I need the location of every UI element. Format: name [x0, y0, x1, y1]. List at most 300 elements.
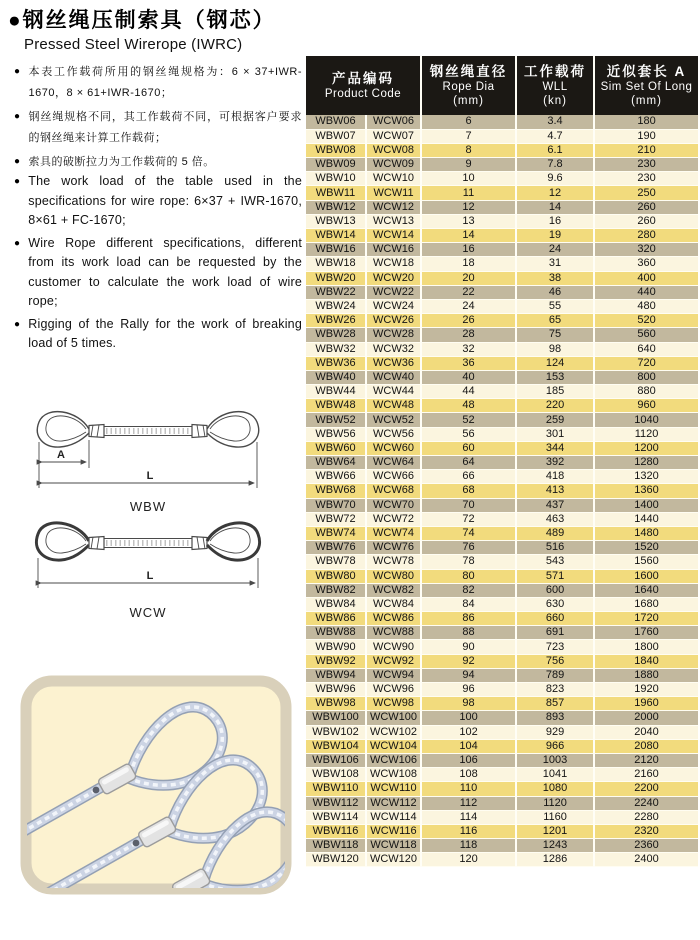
wll-cell: 19: [516, 229, 594, 243]
wll-cell: 893: [516, 711, 594, 725]
wll-cell: 823: [516, 683, 594, 697]
rope-dia-cell: 48: [421, 399, 516, 413]
rope-dia-cell: 116: [421, 824, 516, 838]
table-row: [306, 427, 698, 441]
notes-english: [14, 172, 302, 357]
product-code-wcw-cell: WCW90: [366, 640, 421, 654]
wll-cell: 1080: [516, 782, 594, 796]
bullet-icon: ●: [14, 176, 21, 187]
table-row: [306, 356, 698, 370]
rope-dia-cell: 6: [421, 115, 516, 129]
set-length-cell: 640: [594, 342, 698, 356]
table-row: [306, 753, 698, 767]
wll-cell: 153: [516, 370, 594, 384]
wll-cell: 660: [516, 612, 594, 626]
rope-dia-cell: 118: [421, 839, 516, 853]
bullet-icon: ●: [14, 66, 21, 77]
wll-cell: 31: [516, 257, 594, 271]
note-text: Wire Rope different specifications, different from its work load can be requested by the customer to calculate the work load of wire rope;: [28, 235, 302, 308]
dim-a-label: A: [57, 449, 65, 461]
product-code-wbw-cell: WBW11: [306, 186, 366, 200]
wll-cell: 301: [516, 427, 594, 441]
table-row: [306, 441, 698, 455]
product-code-wcw-cell: WCW110: [366, 782, 421, 796]
rope-dia-cell: 96: [421, 683, 516, 697]
set-length-cell: 1920: [594, 683, 698, 697]
rope-dia-cell: 60: [421, 441, 516, 455]
wll-cell: 1286: [516, 853, 594, 867]
set-length-cell: 880: [594, 385, 698, 399]
product-code-wcw-cell: WCW76: [366, 541, 421, 555]
rope-dia-cell: 26: [421, 314, 516, 328]
spec-table-header: [306, 56, 698, 115]
product-code-wcw-cell: WCW10: [366, 172, 421, 186]
product-code-wbw-cell: WBW106: [306, 753, 366, 767]
wll-cell: 24: [516, 243, 594, 257]
wll-cell: 723: [516, 640, 594, 654]
product-code-wcw-cell: WCW22: [366, 285, 421, 299]
set-length-cell: 2160: [594, 768, 698, 782]
product-code-wcw-cell: WCW09: [366, 158, 421, 172]
spec-table: [306, 56, 698, 867]
product-code-wbw-cell: WBW118: [306, 839, 366, 853]
set-length-cell: 2000: [594, 711, 698, 725]
wll-cell: 344: [516, 441, 594, 455]
wll-cell: 1201: [516, 824, 594, 838]
header-wll-unit: (kn): [543, 94, 567, 107]
table-row: [306, 257, 698, 271]
set-length-cell: 1560: [594, 555, 698, 569]
note-text: 钢丝绳规格不同，其工作载荷不同，可根据客户要求的钢丝绳来计算工作载荷；: [28, 111, 302, 144]
table-row: [306, 299, 698, 313]
table-row: [306, 456, 698, 470]
product-code-wcw-cell: WCW52: [366, 413, 421, 427]
header-set-length-unit: (mm): [631, 94, 662, 107]
set-length-cell: 2400: [594, 853, 698, 867]
product-code-wcw-cell: WCW26: [366, 314, 421, 328]
table-row: [306, 725, 698, 739]
set-length-cell: 1040: [594, 413, 698, 427]
header-wll: [516, 56, 594, 115]
table-row: [306, 555, 698, 569]
wll-cell: 463: [516, 512, 594, 526]
product-code-wcw-cell: WCW18: [366, 257, 421, 271]
table-row: [306, 200, 698, 214]
table-row: [306, 739, 698, 753]
rope-dia-cell: 40: [421, 370, 516, 384]
table-row: [306, 711, 698, 725]
spec-table-body: [306, 115, 698, 867]
product-code-wbw-cell: WBW112: [306, 796, 366, 810]
wll-cell: 3.4: [516, 115, 594, 129]
wll-cell: 489: [516, 526, 594, 540]
rope-dia-cell: 9: [421, 158, 516, 172]
header-set-length: [594, 56, 698, 115]
table-row: [306, 172, 698, 186]
product-code-wbw-cell: WBW82: [306, 583, 366, 597]
rope-dia-cell: 72: [421, 512, 516, 526]
wll-cell: 46: [516, 285, 594, 299]
set-length-cell: 1640: [594, 583, 698, 597]
rope-dia-cell: 88: [421, 626, 516, 640]
set-length-cell: 720: [594, 356, 698, 370]
product-code-wcw-cell: WCW96: [366, 683, 421, 697]
product-code-wcw-cell: WCW12: [366, 200, 421, 214]
table-row: [306, 186, 698, 200]
wll-cell: 65: [516, 314, 594, 328]
rope-dia-cell: 32: [421, 342, 516, 356]
wll-cell: 756: [516, 654, 594, 668]
product-code-wbw-cell: WBW94: [306, 668, 366, 682]
table-row: [306, 129, 698, 143]
product-code-wcw-cell: WCW114: [366, 810, 421, 824]
wll-cell: 789: [516, 668, 594, 682]
product-code-wcw-cell: WCW40: [366, 370, 421, 384]
set-length-cell: 2040: [594, 725, 698, 739]
set-length-cell: 1760: [594, 626, 698, 640]
wll-cell: 1243: [516, 839, 594, 853]
set-length-cell: 1320: [594, 470, 698, 484]
product-code-wbw-cell: WBW48: [306, 399, 366, 413]
rope-dia-cell: 56: [421, 427, 516, 441]
product-code-wcw-cell: WCW60: [366, 441, 421, 455]
wll-cell: 1120: [516, 796, 594, 810]
set-length-cell: 2280: [594, 810, 698, 824]
set-length-cell: 360: [594, 257, 698, 271]
table-row: [306, 824, 698, 838]
product-code-wcw-cell: WCW102: [366, 725, 421, 739]
table-row: [306, 626, 698, 640]
set-length-cell: 2320: [594, 824, 698, 838]
table-row: [306, 314, 698, 328]
set-length-cell: 1360: [594, 484, 698, 498]
wll-cell: 929: [516, 725, 594, 739]
table-row: [306, 413, 698, 427]
note-text: The work load of the table used in the specifications for wire rope: 6×37 + IWR-1670, 8×61 + FC-1670;: [28, 174, 302, 227]
table-row: [306, 654, 698, 668]
table-row: [306, 839, 698, 853]
product-code-wbw-cell: WBW44: [306, 385, 366, 399]
wll-cell: 857: [516, 697, 594, 711]
rope-dia-cell: 7: [421, 129, 516, 143]
set-length-cell: 560: [594, 328, 698, 342]
rope-dia-cell: 108: [421, 768, 516, 782]
header-product-code: [306, 56, 421, 115]
product-code-wcw-cell: WCW108: [366, 768, 421, 782]
product-code-wbw-cell: WBW116: [306, 824, 366, 838]
product-code-wcw-cell: WCW70: [366, 498, 421, 512]
product-code-wcw-cell: WCW24: [366, 299, 421, 313]
wll-cell: 16: [516, 214, 594, 228]
product-code-wbw-cell: WBW06: [306, 115, 366, 129]
rope-dia-cell: 76: [421, 541, 516, 555]
product-code-wbw-cell: WBW60: [306, 441, 366, 455]
wcw-sling-drawing: [28, 512, 268, 594]
table-row: [306, 271, 698, 285]
notes-chinese: [14, 62, 302, 176]
product-code-wcw-cell: WCW14: [366, 229, 421, 243]
product-code-wbw-cell: WBW64: [306, 456, 366, 470]
rope-dia-cell: 106: [421, 753, 516, 767]
product-code-wbw-cell: WBW104: [306, 739, 366, 753]
table-row: [306, 853, 698, 867]
product-code-wbw-cell: WBW84: [306, 597, 366, 611]
product-code-wcw-cell: WCW120: [366, 853, 421, 867]
set-length-cell: 180: [594, 115, 698, 129]
table-row: [306, 342, 698, 356]
product-code-wcw-cell: WCW80: [366, 569, 421, 583]
set-length-cell: 260: [594, 200, 698, 214]
note-text: 本表工作载荷所用的钢丝绳规格为：6 × 37+IWR-1670，8 × 61+IWR-1670；: [28, 66, 302, 99]
table-row: [306, 370, 698, 384]
product-code-wcw-cell: WCW100: [366, 711, 421, 725]
rope-dia-cell: 14: [421, 229, 516, 243]
title-block: [8, 4, 308, 53]
product-code-wbw-cell: WBW36: [306, 356, 366, 370]
wll-cell: 516: [516, 541, 594, 555]
product-code-wcw-cell: WCW44: [366, 385, 421, 399]
set-length-cell: 1800: [594, 640, 698, 654]
set-length-cell: 2200: [594, 782, 698, 796]
set-length-cell: 400: [594, 271, 698, 285]
product-code-wcw-cell: WCW78: [366, 555, 421, 569]
table-row: [306, 768, 698, 782]
product-code-wcw-cell: WCW06: [366, 115, 421, 129]
wll-cell: 4.7: [516, 129, 594, 143]
wcw-diagram: [28, 512, 268, 620]
set-length-cell: 1720: [594, 612, 698, 626]
wll-cell: 7.8: [516, 158, 594, 172]
header-wll-en: WLL: [542, 80, 568, 93]
table-row: [306, 683, 698, 697]
product-code-wcw-cell: WCW16: [366, 243, 421, 257]
wll-cell: 259: [516, 413, 594, 427]
product-code-wbw-cell: WBW92: [306, 654, 366, 668]
set-length-cell: 1840: [594, 654, 698, 668]
rope-dia-cell: 18: [421, 257, 516, 271]
product-code-wbw-cell: WBW13: [306, 214, 366, 228]
set-length-cell: 280: [594, 229, 698, 243]
table-row: [306, 158, 698, 172]
product-code-wcw-cell: WCW11: [366, 186, 421, 200]
product-code-wbw-cell: WBW110: [306, 782, 366, 796]
rope-dia-cell: 86: [421, 612, 516, 626]
table-row: [306, 498, 698, 512]
header-rope-dia-zh: 钢丝绳直径: [429, 63, 508, 79]
rope-dia-cell: 68: [421, 484, 516, 498]
rope-dia-cell: 44: [421, 385, 516, 399]
note-item: [14, 172, 302, 231]
header-set-length-en: Sim Set Of Long: [600, 80, 693, 93]
product-photo: [20, 675, 292, 895]
product-code-wcw-cell: WCW106: [366, 753, 421, 767]
set-length-cell: 190: [594, 129, 698, 143]
product-code-wbw-cell: WBW72: [306, 512, 366, 526]
product-code-wbw-cell: WBW16: [306, 243, 366, 257]
table-row: [306, 697, 698, 711]
product-code-wcw-cell: WCW20: [366, 271, 421, 285]
product-code-wbw-cell: WBW98: [306, 697, 366, 711]
product-code-wcw-cell: WCW112: [366, 796, 421, 810]
wll-cell: 392: [516, 456, 594, 470]
product-code-wcw-cell: WCW07: [366, 129, 421, 143]
product-code-wcw-cell: WCW82: [366, 583, 421, 597]
product-code-wbw-cell: WBW102: [306, 725, 366, 739]
product-code-wbw-cell: WBW70: [306, 498, 366, 512]
rope-dia-cell: 90: [421, 640, 516, 654]
header-set-length-zh: 近似套长 A: [606, 63, 687, 79]
header-product-code-en: Product Code: [324, 87, 402, 100]
wll-cell: 38: [516, 271, 594, 285]
product-code-wbw-cell: WBW76: [306, 541, 366, 555]
wll-cell: 55: [516, 299, 594, 313]
set-length-cell: 1680: [594, 597, 698, 611]
table-row: [306, 612, 698, 626]
table-row: [306, 385, 698, 399]
header-rope-dia-unit: (mm): [453, 94, 484, 107]
product-code-wcw-cell: WCW48: [366, 399, 421, 413]
set-length-cell: 1600: [594, 569, 698, 583]
rope-dia-cell: 24: [421, 299, 516, 313]
dim-l-label: L: [146, 470, 154, 482]
set-length-cell: 1200: [594, 441, 698, 455]
product-code-wbw-cell: WBW52: [306, 413, 366, 427]
note-text: 索具的破断拉力为工作载荷的 5 倍。: [28, 156, 215, 168]
product-code-wcw-cell: WCW88: [366, 626, 421, 640]
table-row: [306, 115, 698, 129]
note-item: [14, 234, 302, 312]
set-length-cell: 230: [594, 158, 698, 172]
bullet-icon: ●: [14, 111, 21, 122]
rope-dia-cell: 110: [421, 782, 516, 796]
set-length-cell: 1480: [594, 526, 698, 540]
product-code-wbw-cell: WBW74: [306, 526, 366, 540]
bullet-icon: ●: [14, 318, 21, 330]
wll-cell: 185: [516, 385, 594, 399]
table-row: [306, 214, 698, 228]
set-length-cell: 2240: [594, 796, 698, 810]
note-item: [14, 62, 302, 104]
wll-cell: 1003: [516, 753, 594, 767]
note-item: [14, 315, 302, 354]
rope-dia-cell: 64: [421, 456, 516, 470]
rope-dia-cell: 114: [421, 810, 516, 824]
header-wll-zh: 工作载荷: [524, 63, 587, 79]
product-code-wbw-cell: WBW114: [306, 810, 366, 824]
rope-dia-cell: 100: [421, 711, 516, 725]
table-row: [306, 796, 698, 810]
table-row: [306, 143, 698, 157]
set-length-cell: 520: [594, 314, 698, 328]
wll-cell: 9.6: [516, 172, 594, 186]
wll-cell: 966: [516, 739, 594, 753]
table-row: [306, 569, 698, 583]
product-code-wbw-cell: WBW40: [306, 370, 366, 384]
page-subtitle: Pressed Steel Wirerope (IWRC): [24, 36, 243, 53]
wbw-label: WBW: [129, 499, 167, 514]
table-row: [306, 243, 698, 257]
dim-l-label: L: [146, 570, 154, 582]
product-code-wcw-cell: WCW72: [366, 512, 421, 526]
product-code-wcw-cell: WCW118: [366, 839, 421, 853]
table-row: [306, 484, 698, 498]
rope-dia-cell: 80: [421, 569, 516, 583]
product-code-wbw-cell: WBW09: [306, 158, 366, 172]
page-title: ●钢丝绳压制索具（钢芯）: [8, 9, 276, 32]
wll-cell: 6.1: [516, 143, 594, 157]
rope-dia-cell: 84: [421, 597, 516, 611]
wll-cell: 1160: [516, 810, 594, 824]
product-code-wbw-cell: WBW100: [306, 711, 366, 725]
set-length-cell: 1520: [594, 541, 698, 555]
wll-cell: 12: [516, 186, 594, 200]
rope-dia-cell: 92: [421, 654, 516, 668]
wll-cell: 124: [516, 356, 594, 370]
product-code-wbw-cell: WBW88: [306, 626, 366, 640]
product-code-wcw-cell: WCW56: [366, 427, 421, 441]
bullet-icon: ●: [14, 156, 21, 167]
product-code-wbw-cell: WBW68: [306, 484, 366, 498]
product-code-wbw-cell: WBW108: [306, 768, 366, 782]
set-length-cell: 1960: [594, 697, 698, 711]
set-length-cell: 210: [594, 143, 698, 157]
product-code-wcw-cell: WCW94: [366, 668, 421, 682]
wll-cell: 220: [516, 399, 594, 413]
rope-dia-cell: 16: [421, 243, 516, 257]
product-code-wcw-cell: WCW116: [366, 824, 421, 838]
set-length-cell: 440: [594, 285, 698, 299]
wll-cell: 1041: [516, 768, 594, 782]
header-rope-dia: [421, 56, 516, 115]
rope-dia-cell: 104: [421, 739, 516, 753]
wll-cell: 630: [516, 597, 594, 611]
rope-dia-cell: 66: [421, 470, 516, 484]
product-code-wbw-cell: WBW28: [306, 328, 366, 342]
rope-dia-cell: 94: [421, 668, 516, 682]
table-row: [306, 470, 698, 484]
product-code-wcw-cell: WCW64: [366, 456, 421, 470]
set-length-cell: 1120: [594, 427, 698, 441]
rope-dia-cell: 13: [421, 214, 516, 228]
product-code-wcw-cell: WCW28: [366, 328, 421, 342]
rope-dia-cell: 28: [421, 328, 516, 342]
set-length-cell: 2080: [594, 739, 698, 753]
product-code-wbw-cell: WBW56: [306, 427, 366, 441]
product-code-wcw-cell: WCW13: [366, 214, 421, 228]
table-row: [306, 640, 698, 654]
wll-cell: 75: [516, 328, 594, 342]
product-code-wbw-cell: WBW10: [306, 172, 366, 186]
rope-dia-cell: 11: [421, 186, 516, 200]
wll-cell: 413: [516, 484, 594, 498]
table-row: [306, 285, 698, 299]
table-row: [306, 668, 698, 682]
table-row: [306, 541, 698, 555]
rope-dia-cell: 36: [421, 356, 516, 370]
wll-cell: 571: [516, 569, 594, 583]
set-length-cell: 800: [594, 370, 698, 384]
set-length-cell: 250: [594, 186, 698, 200]
wbw-sling-drawing: [28, 400, 268, 492]
header-rope-dia-en: Rope Dia: [442, 80, 495, 93]
wll-cell: 543: [516, 555, 594, 569]
wll-cell: 600: [516, 583, 594, 597]
set-length-cell: 1280: [594, 456, 698, 470]
rope-dia-cell: 20: [421, 271, 516, 285]
product-code-wbw-cell: WBW22: [306, 285, 366, 299]
table-row: [306, 512, 698, 526]
product-code-wbw-cell: WBW78: [306, 555, 366, 569]
